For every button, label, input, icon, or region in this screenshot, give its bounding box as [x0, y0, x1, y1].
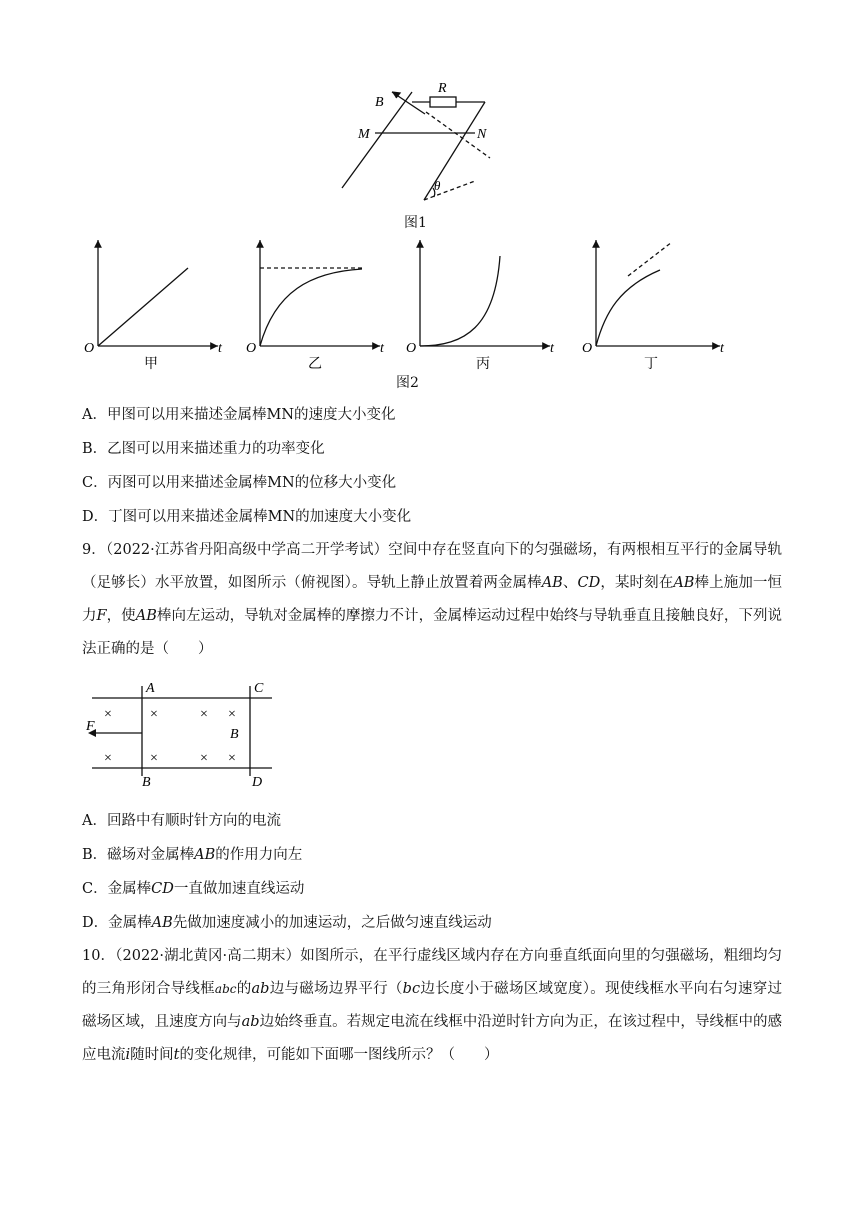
figure-2 [80, 232, 740, 372]
q9-cross: × [104, 751, 112, 766]
q8-option-c[interactable]: C．丙图可以用来描述金属棒MN的位移大小变化 [82, 475, 397, 491]
q9-label-c: C [254, 681, 264, 696]
q9-label-field-b: B [230, 727, 239, 742]
graph-ding [596, 240, 720, 346]
graph-ding-origin: O [582, 341, 593, 356]
fig2-caption: 图2 [396, 375, 419, 391]
fig1-label-theta: θ [434, 178, 441, 193]
q8-option-b[interactable]: B．乙图可以用来描述重力的功率变化 [82, 441, 325, 457]
q9-label-b: B [142, 775, 151, 790]
graph-ding-t: t [720, 341, 724, 356]
graph-yi [260, 240, 380, 346]
q10-stem: 10．（2022·湖北黄冈·高二期末）如图所示，在平行虚线区域内存在方向垂直纸面向里的匀强磁场，粗细均匀的三角形闭合导线框abc的ab边与磁场边界平行（bc边长度小于磁场区域宽度）。现使线框水平向右匀速穿过磁场区域，且速度方向与ab边始终垂直。若规定电流在线框中沿逆时针方向为正，在该过程中，导线框中的感应电流i随时间t的变化规律，可能如下面哪一图线所示？（ ） [82, 948, 783, 1063]
graph-yi-t: t [380, 341, 384, 356]
q9-cross: × [228, 707, 236, 722]
fig1-label-r: R [438, 81, 447, 96]
q9-label-a: A [146, 681, 155, 696]
graph-jia-t: t [218, 341, 222, 356]
fig1-caption: 图1 [404, 215, 427, 231]
q9-option-b[interactable]: B．磁场对金属棒AB的作用力向左 [82, 847, 303, 863]
q9-option-d[interactable]: D．金属棒AB先做加速度减小的加速运动，之后做匀速直线运动 [82, 915, 492, 931]
graph-bing-label: 丙 [476, 357, 490, 372]
fig1-label-n: N [477, 127, 487, 142]
q9-label-f: F [86, 719, 95, 734]
fig1-label-m: M [358, 127, 370, 142]
fig1-resistor [430, 97, 456, 107]
q8-option-a[interactable]: A．甲图可以用来描述金属棒MN的速度大小变化 [82, 407, 396, 423]
graph-jia-label: 甲 [144, 357, 158, 372]
q8-option-d[interactable]: D．丁图可以用来描述金属棒MN的加速度大小变化 [82, 509, 412, 525]
graph-jia-origin: O [84, 341, 95, 356]
q9-cross: × [200, 707, 208, 722]
graph-bing-t: t [550, 341, 554, 356]
graph-ding-label: 丁 [644, 357, 658, 372]
figure-1 [330, 78, 510, 208]
q9-cross: × [104, 707, 112, 722]
graph-yi-label: 乙 [308, 357, 322, 372]
graph-bing [420, 240, 550, 346]
q9-option-a[interactable]: A．回路中有顺时针方向的电流 [82, 813, 281, 829]
graph-jia [98, 240, 218, 346]
fig1-angle-base [424, 181, 475, 200]
graph-bing-origin: O [406, 341, 417, 356]
q9-cross: × [200, 751, 208, 766]
q9-cross: × [150, 751, 158, 766]
q9-figure [82, 676, 282, 788]
q9-label-d: D [252, 775, 263, 790]
q9-stem: 9．（2022·江苏省丹阳高级中学高二开学考试）空间中存在竖直向下的匀强磁场，有两根相互平行的金属导轨（足够长）水平放置，如图所示（俯视图）。导轨上静止放置着两金属棒AB、CD，某时刻在AB棒上施加一恒力F，使AB棒向左运动，导轨对金属棒的摩擦力不计，金属棒运动过程中始终与导轨垂直且接触良好，下列说法正确的是（ ） [82, 542, 783, 657]
q9-cross: × [150, 707, 158, 722]
q9-option-c[interactable]: C．金属棒CD一直做加速直线运动 [82, 881, 305, 897]
q9-cross: × [228, 751, 236, 766]
graph-yi-origin: O [246, 341, 257, 356]
fig1-label-b: B [375, 95, 384, 110]
